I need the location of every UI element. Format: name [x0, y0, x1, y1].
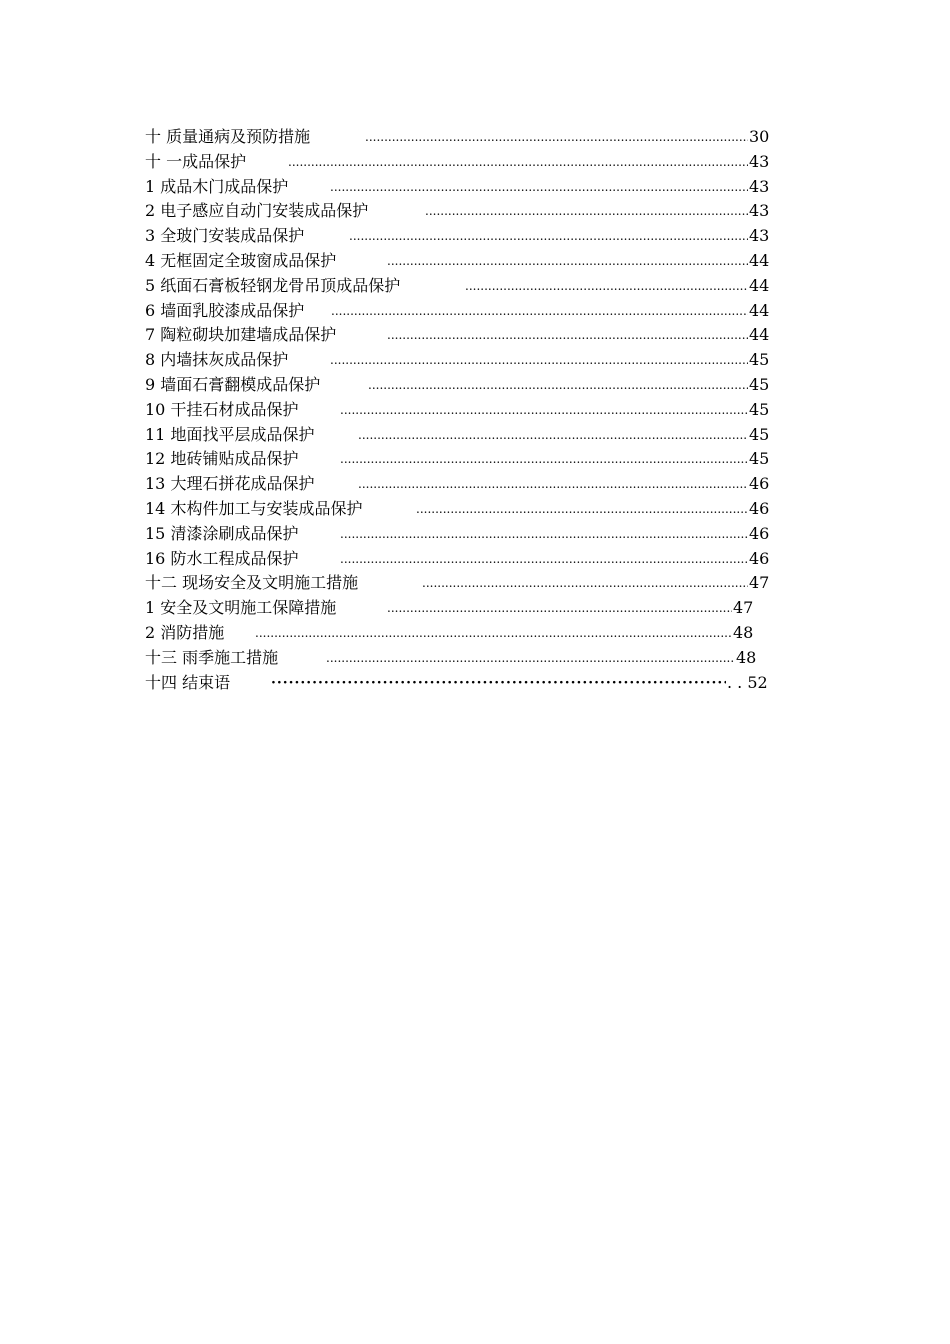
toc-leader-dots — [340, 398, 748, 423]
toc-entry-page: . . 52 — [727, 671, 768, 696]
toc-leader-dots — [387, 249, 748, 274]
toc-entry-title: 10 干挂石材成品保护 — [145, 398, 298, 423]
toc-leader-dots — [331, 299, 748, 324]
toc-entry-title: 9 墙面石膏翻模成品保护 — [145, 373, 320, 398]
toc-entry-title: 十三 雨季施工措施 — [145, 646, 278, 671]
toc-entry-title: 3 全玻门安装成品保护 — [145, 224, 304, 249]
toc-entry-page: 45 — [749, 348, 769, 373]
toc-entry[interactable] — [145, 646, 785, 671]
toc-entry[interactable] — [145, 323, 785, 348]
toc-entry[interactable] — [145, 125, 785, 150]
toc-leader-dots — [288, 150, 748, 175]
toc-leader-dots — [340, 547, 748, 572]
toc-entry-page: 43 — [749, 199, 769, 224]
toc-entry-page: 44 — [749, 249, 769, 274]
toc-entry-page: 43 — [749, 175, 769, 200]
toc-entry[interactable] — [145, 447, 785, 472]
toc-leader-dots — [368, 373, 748, 398]
toc-entry-title: 7 陶粒砌块加建墙成品保护 — [145, 323, 336, 348]
toc-entry[interactable] — [145, 224, 785, 249]
toc-entry-page: 45 — [749, 398, 769, 423]
toc-entry-title: 4 无框固定全玻窗成品保护 — [145, 249, 336, 274]
toc-entry-title: 11 地面找平层成品保护 — [145, 423, 314, 448]
toc-entry-title: 5 纸面石膏板轻钢龙骨吊顶成品保护 — [145, 274, 400, 299]
toc-entry-title: 15 清漆涂刷成品保护 — [145, 522, 298, 547]
toc-leader-dots — [358, 423, 748, 448]
toc-leader-dots — [326, 646, 735, 671]
toc-leader-dots — [340, 522, 748, 547]
toc-entry-title: 16 防水工程成品保护 — [145, 547, 298, 572]
toc-entry[interactable] — [145, 150, 785, 175]
toc-entry-title: 13 大理石拼花成品保护 — [145, 472, 314, 497]
toc-leader-dots — [271, 671, 726, 696]
toc-entry[interactable] — [145, 274, 785, 299]
toc-entry-title: 8 内墙抹灰成品保护 — [145, 348, 288, 373]
toc-leader-dots — [330, 348, 748, 373]
toc-entry[interactable] — [145, 199, 785, 224]
toc-entry-page: 45 — [749, 373, 769, 398]
toc-entry-page: 46 — [749, 547, 769, 572]
toc-entry[interactable] — [145, 299, 785, 324]
toc-entry[interactable] — [145, 423, 785, 448]
toc-entry-title: 十四 结束语 — [145, 671, 230, 696]
toc-leader-dots — [365, 125, 748, 150]
toc-entry-page: 43 — [749, 150, 769, 175]
toc-leader-dots — [422, 571, 748, 596]
toc-entry[interactable] — [145, 571, 785, 596]
toc-entry-page: 47 — [749, 571, 769, 596]
toc-entry-title: 12 地砖铺贴成品保护 — [145, 447, 298, 472]
toc-entry[interactable] — [145, 497, 785, 522]
toc-entry-title: 1 成品木门成品保护 — [145, 175, 288, 200]
toc-entry-title: 6 墙面乳胶漆成品保护 — [145, 299, 304, 324]
toc-entry[interactable] — [145, 547, 785, 572]
toc-entry-page: 44 — [749, 274, 769, 299]
toc-entry-page: 46 — [749, 497, 769, 522]
toc-entry-title: 十二 现场安全及文明施工措施 — [145, 571, 358, 596]
toc-leader-dots — [340, 447, 748, 472]
toc-entry-page: 30 — [749, 125, 769, 150]
toc-entry-page: 48 — [733, 621, 753, 646]
toc-entry[interactable] — [145, 596, 785, 621]
toc-entry[interactable] — [145, 249, 785, 274]
toc-entry[interactable] — [145, 621, 785, 646]
toc-leader-dots — [465, 274, 748, 299]
toc-leader-dots — [425, 199, 748, 224]
toc-leader-dots — [349, 224, 748, 249]
toc-entry[interactable] — [145, 522, 785, 547]
toc-entry[interactable] — [145, 398, 785, 423]
table-of-contents — [145, 125, 785, 695]
toc-entry-page: 46 — [749, 472, 769, 497]
toc-entry[interactable] — [145, 472, 785, 497]
toc-leader-dots — [387, 323, 748, 348]
toc-entry-title: 十 质量通病及预防措施 — [145, 125, 310, 150]
toc-entry-page: 45 — [749, 423, 769, 448]
toc-entry-page: 48 — [736, 646, 756, 671]
toc-entry-page: 45 — [749, 447, 769, 472]
toc-entry[interactable] — [145, 671, 785, 696]
toc-entry[interactable] — [145, 175, 785, 200]
toc-entry-page: 44 — [749, 299, 769, 324]
toc-entry[interactable] — [145, 373, 785, 398]
toc-entry-title: 1 安全及文明施工保障措施 — [145, 596, 336, 621]
toc-entry-page: 43 — [749, 224, 769, 249]
toc-leader-dots — [358, 472, 748, 497]
toc-entry[interactable] — [145, 348, 785, 373]
toc-entry-page: 47 — [733, 596, 753, 621]
toc-leader-dots — [387, 596, 732, 621]
toc-leader-dots — [330, 175, 748, 200]
toc-entry-title: 十 一成品保护 — [145, 150, 246, 175]
toc-leader-dots — [255, 621, 732, 646]
toc-entry-title: 2 电子感应自动门安装成品保护 — [145, 199, 368, 224]
toc-entry-title: 14 木构件加工与安装成品保护 — [145, 497, 362, 522]
toc-leader-dots — [416, 497, 748, 522]
toc-entry-page: 46 — [749, 522, 769, 547]
toc-entry-title: 2 消防措施 — [145, 621, 224, 646]
toc-entry-page: 44 — [749, 323, 769, 348]
